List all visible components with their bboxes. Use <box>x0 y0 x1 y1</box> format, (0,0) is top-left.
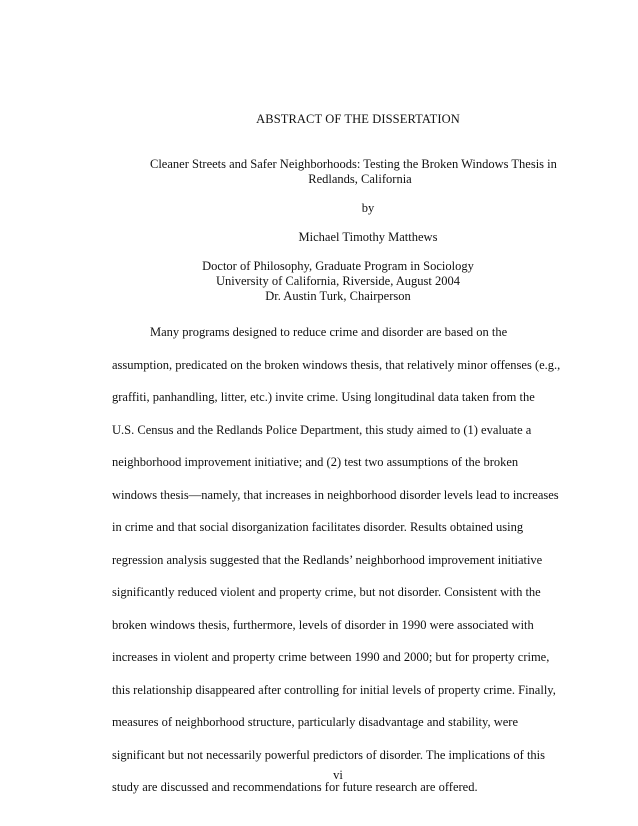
abstract-line: regression analysis suggested that the Redlands’ neighborhood improvement initiative <box>112 552 543 567</box>
abstract-line: U.S. Census and the Redlands Police Department, this study aimed to (1) evaluate a <box>112 422 532 437</box>
author-name: Michael Timothy Matthews <box>298 230 438 244</box>
abstract-line: windows thesis—namely, that increases in neighborhood disorder levels lead to increases <box>112 487 559 502</box>
degree-program: Doctor of Philosophy, Graduate Program in Sociology <box>202 259 474 273</box>
dissertation-title <box>150 157 570 187</box>
abstract-line: broken windows thesis, furthermore, levels of disorder in 1990 were associated with <box>112 617 534 632</box>
abstract-line: this relationship disappeared after controlling for initial levels of property crime. Finally, <box>112 682 556 697</box>
abstract-line: neighborhood improvement initiative; and (2) test two assumptions of the broken <box>112 455 519 469</box>
abstract-line: assumption, predicated on the broken windows thesis, that relatively minor offenses (e.g., <box>112 357 561 372</box>
degree-university-date: University of California, Riverside, August 2004 <box>215 274 461 288</box>
abstract-line: significant but not necessarily powerful predictors of disorder. The implications of this <box>112 747 546 762</box>
abstract-heading: ABSTRACT OF THE DISSERTATION <box>256 112 460 126</box>
by-line: by <box>361 201 375 215</box>
title-line-1: Cleaner Streets and Safer Neighborhoods: Testing the Broken Windows Thesis in <box>150 157 557 171</box>
abstract-line: increases in violent and property crime between 1990 and 2000; but for property crime, <box>112 650 550 664</box>
abstract-line: study are discussed and recommendations for future research are offered. <box>112 780 478 794</box>
abstract-body <box>112 325 567 813</box>
page-number: vi <box>333 768 343 782</box>
abstract-line: graffiti, panhandling, litter, etc.) invite crime. Using longitudinal data taken from the <box>112 390 535 404</box>
degree-chairperson: Dr. Austin Turk, Chairperson <box>265 289 411 303</box>
abstract-line: Many programs designed to reduce crime and disorder are based on the <box>150 325 508 339</box>
title-line-2: Redlands, California <box>308 172 412 186</box>
abstract-line: measures of neighborhood structure, particularly disadvantage and stability, were <box>112 715 518 729</box>
abstract-line: in crime and that social disorganization facilitates disorder. Results obtained using <box>112 520 524 534</box>
degree-info <box>88 259 588 304</box>
abstract-line: significantly reduced violent and property crime, but not disorder. Consistent with the <box>112 585 541 599</box>
